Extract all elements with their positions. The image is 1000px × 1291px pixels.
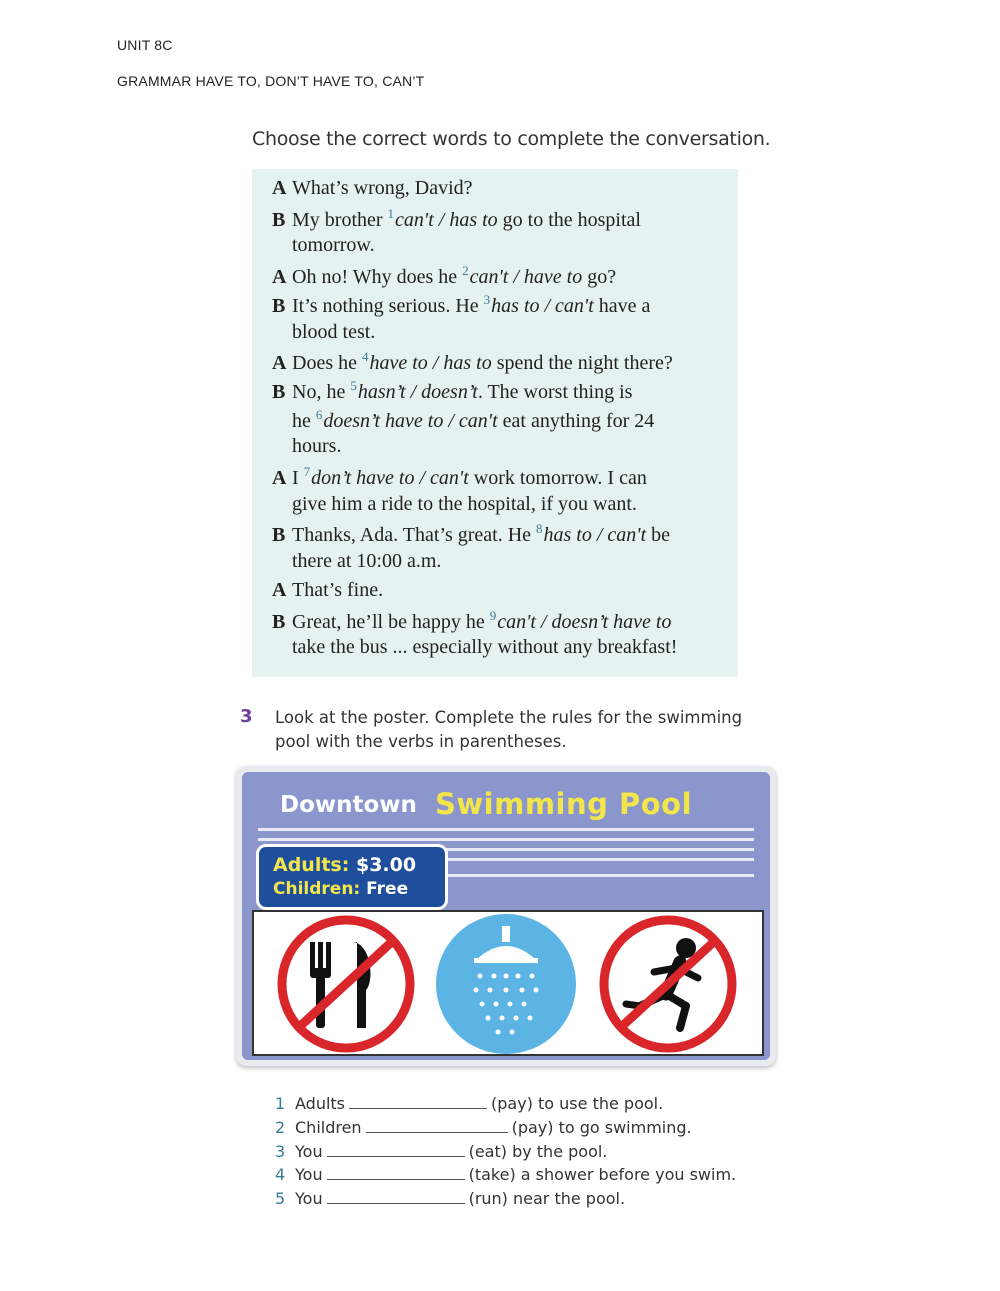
question-rest: (eat) by the pool. xyxy=(468,1141,608,1161)
answer-options[interactable]: don’t have to / can't xyxy=(311,467,469,489)
question-rest: (run) near the pool. xyxy=(468,1189,626,1209)
question-number: 9 xyxy=(489,607,497,623)
conversation-line xyxy=(292,234,375,257)
answer-blank[interactable] xyxy=(327,1167,465,1180)
conversation-line xyxy=(272,608,671,634)
line-text-after: . The worst thing is xyxy=(477,380,633,403)
conversation-box xyxy=(252,169,738,677)
conversation-line xyxy=(292,321,375,344)
question-number: 3 xyxy=(275,1141,286,1161)
poster-stripe xyxy=(258,828,754,831)
question-number: 8 xyxy=(536,521,543,537)
children-label: Children: xyxy=(273,879,361,899)
speaker-label: B xyxy=(272,524,286,547)
line-text: I xyxy=(292,467,304,489)
line-text-after: go to the hospital xyxy=(497,208,641,231)
line-text: What’s wrong, David? xyxy=(292,177,473,199)
speaker-label: B xyxy=(272,380,286,403)
poster-stripe xyxy=(442,874,754,877)
adults-label: Adults: xyxy=(273,854,350,876)
poster-stripe xyxy=(442,858,754,861)
conversation-line xyxy=(272,292,650,318)
line-text: hours. xyxy=(292,435,342,458)
line-text-after: have a xyxy=(593,294,651,317)
question-number: 1 xyxy=(275,1094,286,1113)
conversation-line xyxy=(272,521,670,547)
line-text: he xyxy=(292,409,316,432)
grammar-title: GRAMMAR HAVE TO, DON’T HAVE TO, CAN’T xyxy=(117,73,425,89)
speaker-label: A xyxy=(272,467,287,489)
conversation-line xyxy=(272,579,383,602)
question-number: 2 xyxy=(462,263,469,279)
answer-options[interactable]: has to / can't xyxy=(543,524,647,547)
poster-title-downtown: Downtown xyxy=(280,792,417,818)
question-rest: (pay) to go swimming. xyxy=(511,1117,692,1137)
rules-icons-svg xyxy=(254,912,762,1054)
line-text: Oh no! Why does he xyxy=(292,266,463,289)
answer-blank[interactable] xyxy=(349,1096,487,1109)
answer-blank[interactable] xyxy=(366,1120,508,1133)
question-item xyxy=(275,1094,663,1113)
line-text: give him a ride to the hospital, if you want. xyxy=(292,492,637,515)
line-text: Thanks, Ada. That’s great. He xyxy=(292,524,537,547)
answer-options[interactable]: hasn’t / doesn’t xyxy=(357,380,478,403)
question-item xyxy=(275,1165,736,1184)
question-number: 4 xyxy=(361,349,369,365)
question-subject: You xyxy=(295,1189,323,1209)
line-text-after: go? xyxy=(582,266,617,289)
answer-options[interactable]: can't / doesn’t have to xyxy=(497,610,672,633)
adults-value: $3.00 xyxy=(355,854,417,876)
answer-options[interactable]: can't / has to xyxy=(395,208,498,231)
poster-stripe xyxy=(258,838,754,841)
speaker-label: B xyxy=(272,208,286,231)
question-number: 2 xyxy=(275,1117,286,1137)
line-text: Does he xyxy=(292,352,362,375)
speaker-label: A xyxy=(272,177,287,199)
children-price xyxy=(273,879,408,899)
speaker-label: B xyxy=(272,294,286,317)
poster-title-swimming-pool: Swimming Pool xyxy=(435,787,693,821)
question-number: 7 xyxy=(303,464,311,479)
line-text: My brother xyxy=(292,208,388,231)
swimming-pool-poster xyxy=(236,766,776,1066)
line-text: tomorrow. xyxy=(292,234,375,257)
line-text: there at 10:00 a.m. xyxy=(292,550,442,573)
no-eating-icon xyxy=(282,920,410,1048)
conversation-line xyxy=(292,550,441,573)
line-text-after: spend the night there? xyxy=(491,352,673,375)
line-text: Great, he’ll be happy he xyxy=(292,610,490,633)
line-text: It’s nothing serious. He xyxy=(292,294,484,317)
line-text-after: be xyxy=(646,524,671,547)
conversation-line xyxy=(272,378,632,404)
speaker-label: B xyxy=(272,610,286,633)
conversation-line xyxy=(272,263,616,289)
conversation-line xyxy=(292,407,654,433)
question-number: 5 xyxy=(275,1189,286,1209)
line-text: No, he xyxy=(292,380,351,403)
exercise3-instruction-line2: pool with the verbs in parentheses. xyxy=(275,732,567,751)
exercise3-number: 3 xyxy=(240,706,253,727)
question-number: 5 xyxy=(350,377,357,393)
question-subject: Adults xyxy=(295,1094,346,1113)
line-text: That’s fine. xyxy=(292,578,384,601)
conversation-line xyxy=(272,206,641,232)
conversation-line xyxy=(272,464,647,490)
speaker-label: A xyxy=(272,266,287,289)
question-item xyxy=(275,1142,607,1161)
no-running-icon xyxy=(604,920,732,1048)
answer-blank[interactable] xyxy=(327,1191,465,1204)
answer-options[interactable]: have to / has to xyxy=(369,352,492,375)
line-text-after: eat anything for 24 xyxy=(497,409,655,432)
conversation-line xyxy=(292,493,637,516)
answer-blank[interactable] xyxy=(327,1144,465,1157)
shower-icon xyxy=(436,914,576,1054)
question-rest: (take) a shower before you swim. xyxy=(468,1165,737,1185)
question-number: 3 xyxy=(483,291,491,307)
exercise3-instruction-line1: Look at the poster. Complete the rules for the swimming xyxy=(275,708,743,727)
conversation-line xyxy=(272,177,473,200)
question-rest: (pay) to use the pool. xyxy=(491,1094,664,1113)
rules-icons-panel xyxy=(252,910,764,1056)
conversation-line xyxy=(292,435,341,458)
line-text-after: work tomorrow. I can xyxy=(468,467,647,489)
question-number: 1 xyxy=(387,205,395,221)
question-item xyxy=(275,1189,625,1208)
line-text: take the bus ... especially without any breakfast! xyxy=(292,636,678,659)
price-box xyxy=(256,844,448,910)
answer-options[interactable]: has to / can't xyxy=(491,294,594,317)
question-subject: Children xyxy=(295,1117,362,1137)
conversation-line xyxy=(292,636,677,659)
question-item xyxy=(275,1118,692,1137)
question-number: 6 xyxy=(315,406,323,422)
question-number: 4 xyxy=(275,1165,286,1185)
speaker-label: A xyxy=(272,352,287,375)
question-subject: You xyxy=(295,1141,323,1161)
adults-price xyxy=(273,854,416,876)
conversation-line xyxy=(272,349,673,375)
poster-panel xyxy=(242,772,770,1060)
exercise2-instruction: Choose the correct words to complete the conversation. xyxy=(252,128,771,150)
speaker-label: A xyxy=(272,578,287,601)
question-subject: You xyxy=(295,1165,323,1185)
answer-options[interactable]: doesn’t have to / can't xyxy=(323,409,498,432)
unit-label: UNIT 8C xyxy=(117,37,173,53)
line-text: blood test. xyxy=(292,320,376,343)
children-value: Free xyxy=(366,879,409,899)
answer-options[interactable]: can't / have to xyxy=(469,266,583,289)
